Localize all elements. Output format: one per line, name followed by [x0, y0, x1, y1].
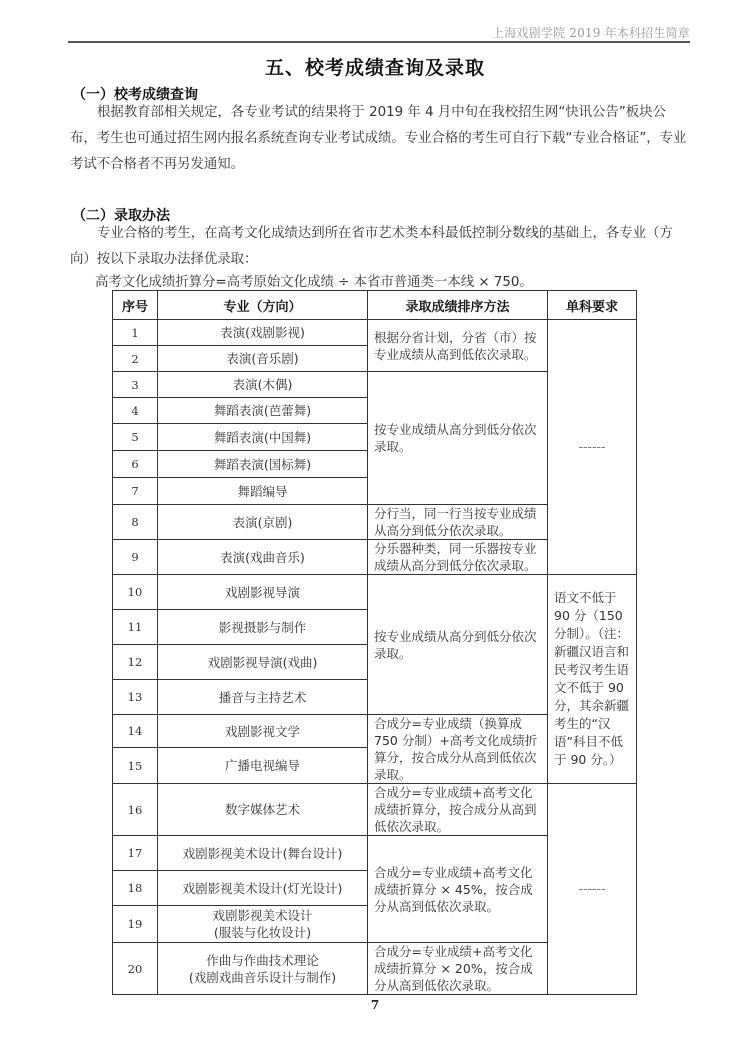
method-cell: 分乐器种类，同一乐器按专业成绩从高分到低分依次录取。 — [368, 540, 548, 575]
row-number: 10 — [113, 575, 158, 610]
row-major: 戏剧影视美术设计(灯光设计) — [158, 871, 368, 906]
row-major: 表演(京剧) — [158, 505, 368, 540]
row-number: 5 — [113, 424, 158, 451]
row-major: 戏剧影视文学 — [158, 715, 368, 748]
method-cell: 按专业成绩从高分到低分依次录取。 — [368, 372, 548, 505]
requirement-cell: ------ — [548, 320, 637, 575]
row-major — [158, 943, 368, 995]
requirement-cell: ------ — [548, 784, 637, 995]
row-major: 广播电视编导 — [158, 748, 368, 784]
row-major: 表演(木偶) — [158, 372, 368, 398]
page-number: 7 — [370, 998, 380, 1012]
row-major — [158, 906, 368, 943]
row-number: 2 — [113, 346, 158, 372]
row-major-line1: 作曲与作曲技术理论 — [206, 952, 319, 968]
section-heading-score-query: （一）校考成绩查询 — [72, 87, 198, 103]
running-header: 上海戏剧学院 2019 年本科招生简章 — [492, 26, 690, 40]
row-number: 1 — [113, 320, 158, 346]
row-number: 20 — [113, 943, 158, 995]
method-cell: 分行当，同一行当按专业成绩从高分到低分依次录取。 — [368, 505, 548, 540]
row-number: 4 — [113, 398, 158, 424]
row-number: 17 — [113, 836, 158, 871]
header-rule — [68, 41, 690, 43]
row-number: 8 — [113, 505, 158, 540]
score-query-paragraph — [70, 100, 690, 178]
row-number: 6 — [113, 451, 158, 478]
row-number: 13 — [113, 680, 158, 715]
row-number: 16 — [113, 784, 158, 836]
header-major: 专业（方向） — [158, 291, 368, 320]
row-major: 戏剧影视美术设计(舞台设计) — [158, 836, 368, 871]
row-major: 表演(戏曲音乐) — [158, 540, 368, 575]
method-cell: 按专业成绩从高分到低分依次录取。 — [368, 575, 548, 715]
page-title: 五、校考成绩查询及录取 — [264, 57, 485, 79]
header-requirement: 单科要求 — [548, 291, 637, 320]
admission-paragraph — [70, 221, 690, 273]
method-cell: 根据分省计划，分省（市）按专业成绩从高到低依次录取。 — [368, 320, 548, 372]
row-number: 9 — [113, 540, 158, 575]
header-method: 录取成绩排序方法 — [368, 291, 548, 320]
row-major: 戏剧影视导演(戏曲) — [158, 645, 368, 680]
row-number: 19 — [113, 906, 158, 943]
table-header-row — [113, 291, 637, 320]
row-major: 舞蹈表演(中国舞) — [158, 424, 368, 451]
score-query-text: 根据教育部相关规定，各专业考试的结果将于 2019 年 4 月中旬在我校招生网“快讯公告”板块公布，考生也可通过招生网内报名系统查询专业考试成绩。专业合格的考生可自行下载“专业合格证”，专业考试不合格者不再另发通知。 — [70, 105, 687, 172]
row-major: 戏剧影视导演 — [158, 575, 368, 610]
row-major-line2: (服装与化妆设计) — [213, 925, 312, 940]
row-number: 14 — [113, 715, 158, 748]
row-number: 15 — [113, 748, 158, 784]
section-heading-admission: （二）录取办法 — [72, 208, 170, 224]
table-row — [113, 575, 637, 610]
row-major: 舞蹈编导 — [158, 478, 368, 505]
method-cell: 合成分=专业成绩+高考文化成绩折算分，按合成分从高到低依次录取。 — [368, 784, 548, 836]
method-cell: 合成分=专业成绩+高考文化成绩折算分 × 20%，按合成分从高到低依次录取。 — [368, 943, 548, 995]
row-number: 12 — [113, 645, 158, 680]
row-number: 11 — [113, 610, 158, 645]
row-number: 18 — [113, 871, 158, 906]
header-number: 序号 — [113, 291, 158, 320]
row-major-line2: (戏剧戏曲音乐设计与制作) — [188, 969, 337, 985]
method-cell: 合成分=专业成绩（换算成 750 分制）+高考文化成绩折算分，按合成分从高到低依次录取。 — [368, 715, 548, 784]
row-major-line1: 戏剧影视美术设计 — [212, 908, 313, 923]
row-major: 舞蹈表演(国标舞) — [158, 451, 368, 478]
admission-table — [112, 290, 637, 995]
table-row — [113, 320, 637, 346]
row-number: 7 — [113, 478, 158, 505]
row-major: 舞蹈表演(芭蕾舞) — [158, 398, 368, 424]
row-major: 表演(戏剧影视) — [158, 320, 368, 346]
row-major: 数字媒体艺术 — [158, 784, 368, 836]
admission-text: 专业合格的考生，在高考文化成绩达到所在省市艺术类本科最低控制分数线的基础上，各专业（方向）按以下录取办法择优录取： — [70, 226, 673, 267]
table-row — [113, 784, 637, 836]
method-cell: 合成分=专业成绩+高考文化成绩折算分 × 45%，按合成分从高到低依次录取。 — [368, 836, 548, 943]
score-formula: 高考文化成绩折算分=高考原始文化成绩 ÷ 本省市普通类一本线 × 750。 — [95, 275, 533, 290]
requirement-cell: 语文不低于 90 分（150 分制）。（注：新疆汉语言和民考汉考生语文不低于 90 分，其余新疆考生的“汉语”科目不低于 90 分。） — [548, 575, 637, 784]
row-major: 播音与主持艺术 — [158, 680, 368, 715]
row-number: 3 — [113, 372, 158, 398]
row-major: 影视摄影与制作 — [158, 610, 368, 645]
row-major: 表演(音乐剧) — [158, 346, 368, 372]
